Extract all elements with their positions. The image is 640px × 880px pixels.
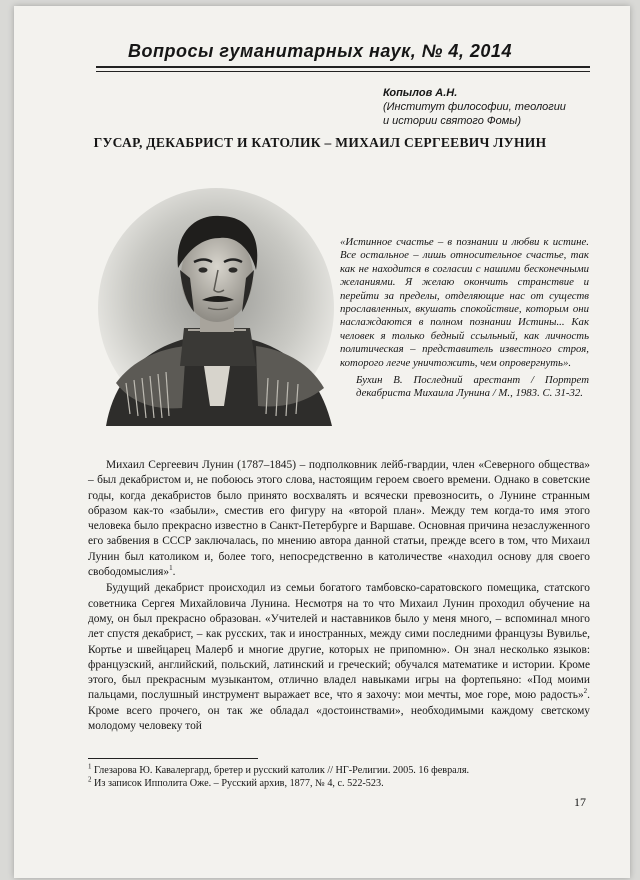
header-rule-thick [96,66,590,68]
paragraph-text: Будущий декабрист происходил из семьи богатого тамбовско-саратовского помещика, статского советника Сергея Михайловича Лунина. Несмотря на то что Михаил Лунин проходил обучение на дому, он был прекрасно образован. «Учителей и наставников было у меня много, – вспоминал много лет спустя декабрист, – как русских, так и иностранных, между сими последними французы Вувильe, Кортье и швейцарец Малерб и многие другие, которых не припомню». Он знал несколько языков: французский, английский, польский, латинский и греческий; обучался математике и истории. Кроме этого, был прекрасным музыкантом, отлично владел навыками игры на фортепьяно: «Под моими пальцами, послушный инструмент выражает все, что я захочу: мои мечты, мое горе, мою радость» [88,582,590,702]
epigraph-text: «Истинное счастье – в познании и любви к истине. Все остальное – лишь относительное счастье, так как не находится в согласии с нашими бесконечными желаниями. Я желаю окончить странствие и перейти за пределы, отделяющие нас от существ прославленных, вкушать спокойствие, которым они наслаждаются в полном познании Истины... Как человек я только бедный ссыльный, как личность политическая – представитель известного строя, которого легче уничтожить, чем опровергнуть». [340,236,589,369]
footnote-text: Из записок Ипполита Оже. – Русский архив, 1877, № 4, с. 522-523. [94,778,384,789]
paragraph-text: Михаил Сергеевич Лунин (1787–1845) – подполковник лейб-гвардии, член «Северного общества» – был декабристом и, не побоюсь этого слова, настоящим героем своего времени. Однако в советские годы, когда декабристов было принято восхвалять и всячески превозносить, о Лунине странным образом как-то «забыли», сместив его фигуру на «второй план». Между тем когда-то имя этого человека было прекрасно известно в Санкт-Петербурге и Варшаве. Основная причина незаслуженного его забвения в СССР заключалась, по мнению автора данной статьи, прежде всего в том, что Михаил Лунин был католиком и, более того, непосредственно в католичестве «находил основу для своего свободомыслия» [88,459,590,579]
footnote-number: 1 [88,762,92,771]
footnotes [88,764,588,790]
footnote [88,777,588,790]
author-affiliation-line2: и истории святого Фомы) [383,115,522,127]
paragraph-text-end: . Кроме всего прочего, он так же обладал «достоинствами», необходимыми каждому светскому молодому человеку той [88,689,590,733]
portrait-image [96,178,336,426]
footnote-rule [88,758,258,759]
body-paragraph [88,581,590,734]
author-block [383,86,566,128]
footnote [88,764,588,777]
paragraph-text-end: . [172,566,176,579]
author-affiliation-line1: (Институт философии, теологии [383,101,566,113]
footnote-number: 2 [88,775,92,784]
page-number: 17 [574,795,586,809]
footnote-text: Глезарова Ю. Кавалергард, бретер и русский католик // НГ-Религии. 2005. 16 февраля. [94,765,470,776]
article-title: ГУСАР, ДЕКАБРИСТ И КАТОЛИК – МИХАИЛ СЕРГЕЕВИЧ ЛУНИН [93,135,547,150]
epigraph [340,236,589,401]
article-body [88,458,590,734]
footnote-ref[interactable]: 1 [169,564,173,573]
epigraph-source: Бухин В. Последний арестант / Портрет декабриста Михаила Лунина / М., 1983. С. 31-32. [356,374,589,400]
footnote-ref[interactable]: 2 [583,687,588,696]
journal-header: Вопросы гуманитарных наук, № 4, 2014 [128,41,512,61]
header-rule-thin [96,71,590,72]
body-paragraph [88,458,590,580]
author-name: Копылов А.Н. [383,87,458,99]
